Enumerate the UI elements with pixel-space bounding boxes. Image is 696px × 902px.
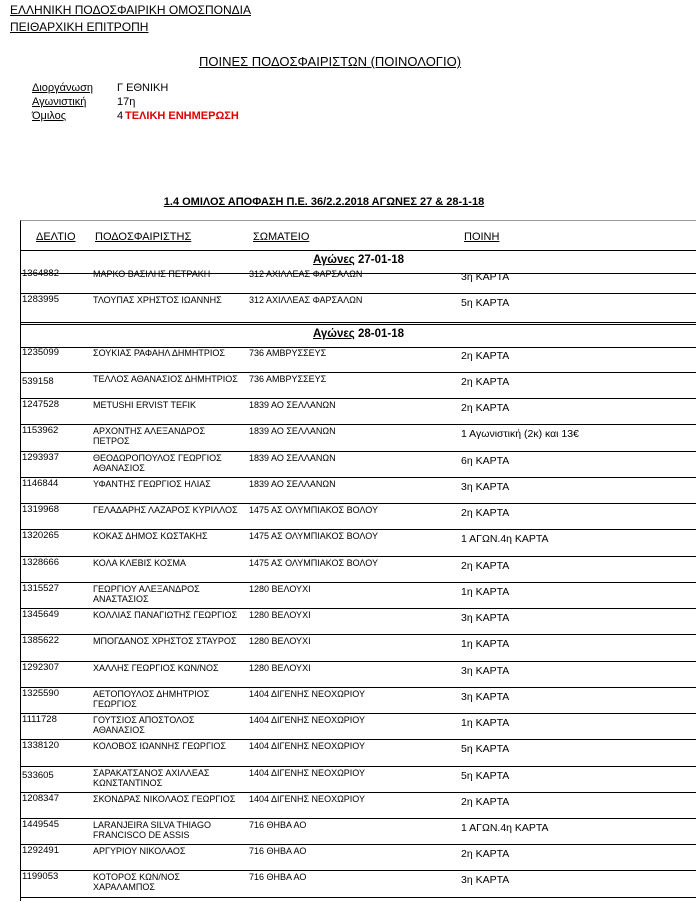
match-day-header <box>21 324 696 348</box>
club-cell: 716 ΘΗΒΑ ΑΟ <box>249 846 307 856</box>
penalty-cell: 1η ΚΑΡΤΑ <box>461 586 510 598</box>
player-cell: ΚΟΛΛΙΑΣ ΠΑΝΑΓΙΩΤΗΣ ΓΕΩΡΓΙΟΣ <box>93 610 238 620</box>
penalty-cell: 2η ΚΑΡΤΑ <box>461 507 510 519</box>
page-title: ΠΟΙΝΕΣ ΠΟΔΟΣΦΑΙΡΙΣΤΩΝ (ΠΟΙΝΟΛΟΓΙΟ) <box>198 54 462 69</box>
table-row <box>21 398 696 425</box>
table-row <box>21 424 696 452</box>
club-cell: 1839 ΑΟ ΣΕΛΛΑΝΩΝ <box>249 400 336 410</box>
penalty-cell: 5η ΚΑΡΤΑ <box>461 297 510 309</box>
club-cell: 1404 ΔΙΓΕΝΗΣ ΝΕΟΧΩΡΙΟΥ <box>249 715 366 725</box>
table-row <box>21 582 696 609</box>
penalty-cell: 1 ΑΓΩΝ.4η ΚΑΡΤΑ <box>461 822 549 834</box>
committee-name: ΠΕΙΘΑΡΧΙΚΗ ΕΠΙΤΡΟΠΗ <box>10 20 149 34</box>
table-row <box>21 634 696 662</box>
card-id-cell: 1208347 <box>22 793 59 804</box>
player-cell: ΓΕΛΑΔΑΡΗΣ ΛΑΖΑΡΟΣ ΚΥΡΙΛΛΟΣ <box>93 505 238 515</box>
club-cell: 1404 ΔΙΓΕΝΗΣ ΝΕΟΧΩΡΙΟΥ <box>249 689 366 699</box>
table-row <box>21 346 696 373</box>
table-row <box>21 661 696 688</box>
card-id-cell: 1325590 <box>22 688 59 699</box>
card-id-cell: 1315527 <box>22 583 59 594</box>
table-row <box>21 818 696 845</box>
round-value: 17η <box>117 96 136 108</box>
table-row <box>21 451 696 478</box>
round-label: Αγωνιστική <box>32 96 87 108</box>
card-id-cell: 1283995 <box>22 294 59 305</box>
match-day-date: 27-01-18 <box>357 254 405 266</box>
col-header-player: ΠΟΔΟΣΦΑΙΡΙΣΤΗΣ <box>95 231 192 243</box>
card-id-cell: 1328666 <box>22 557 59 568</box>
table-row <box>21 556 696 583</box>
table-row <box>21 267 696 294</box>
table-row <box>21 870 696 898</box>
penalty-cell: 3η ΚΑΡΤΑ <box>461 691 510 703</box>
player-cell: ΣΚΟΝΔΡΑΣ ΝΙΚΟΛΑΟΣ ΓΕΩΡΓΙΟΣ <box>93 794 236 804</box>
player-cell: ΓΟΥΤΣΙΟΣ ΑΠΟΣΤΟΛΟΣ ΑΘΑΝΑΣΙΟΣ <box>93 715 195 735</box>
card-id-cell: 1338120 <box>22 740 59 751</box>
club-cell: 716 ΘΗΒΑ ΑΟ <box>249 820 307 830</box>
player-cell: ΧΑΛΛΗΣ ΓΕΩΡΓΙΟΣ ΚΩΝ/ΝΟΣ <box>93 663 219 673</box>
player-cell: ΚΟΤΟΡΟΣ ΚΩΝ/ΝΟΣ ΧΑΡΑΛΑΜΠΟΣ <box>93 872 180 892</box>
player-cell: ΤΕΛΛΟΣ ΑΘΑΝΑΣΙΟΣ ΔΗΜΗΤΡΙΟΣ <box>93 374 238 384</box>
club-cell: 1404 ΔΙΓΕΝΗΣ ΝΕΟΧΩΡΙΟΥ <box>249 768 366 778</box>
penalty-cell: 3η ΚΑΡΤΑ <box>461 481 510 493</box>
col-header-penalty: ΠΟΙΝΗ <box>464 231 500 243</box>
org-name: ΕΛΛΗΝΙΚΗ ΠΟΔΟΣΦΑΙΡΙΚΗ ΟΜΟΣΠΟΝΔΙΑ <box>10 3 251 17</box>
player-cell: ΜΠΟΓΔΑΝΟΣ ΧΡΗΣΤΟΣ ΣΤΑΥΡΟΣ <box>93 636 237 646</box>
penalty-cell: 2η ΚΑΡΤΑ <box>461 560 510 572</box>
club-cell: 1280 ΒΕΛΟΥΧΙ <box>249 584 311 594</box>
club-cell: 1839 ΑΟ ΣΕΛΛΑΝΩΝ <box>249 426 336 436</box>
penalty-cell: 1 ΑΓΩΝ.4η ΚΑΡΤΑ <box>461 533 549 545</box>
table-row <box>21 713 696 740</box>
card-id-cell: 1293937 <box>22 452 59 463</box>
card-id-cell: 1292307 <box>22 662 59 673</box>
section-title: 1.4 ΟΜΙΛΟΣ ΑΠΟΦΑΣΗ Π.Ε. 36/2.2.2018 ΑΓΩΝΕΣ 27 & 28-1-18 <box>163 196 485 208</box>
competition-value: Γ ΕΘΝΙΚΗ <box>117 82 169 94</box>
player-cell: ΤΛΟΥΠΑΣ ΧΡΗΣΤΟΣ ΙΩΑΝΝΗΣ <box>93 295 222 305</box>
penalty-cell: 1η ΚΑΡΤΑ <box>461 717 510 729</box>
table-row <box>21 739 696 767</box>
player-cell: ΚΟΛΟΒΟΣ ΙΩΑΝΝΗΣ ΓΕΩΡΓΙΟΣ <box>93 741 226 751</box>
table-row <box>21 503 696 530</box>
match-day-date: 28-01-18 <box>357 328 405 340</box>
player-cell: ΣΑΡΑΚΑΤΣΑΝΟΣ ΑΧΙΛΛΕΑΣ ΚΩΝΣΤΑΝΤΙΝΟΣ <box>93 768 210 788</box>
card-id-cell: 1449545 <box>22 819 59 830</box>
penalty-cell: 3η ΚΑΡΤΑ <box>461 665 510 677</box>
penalty-cell: 1 Αγωνιστική (2κ) και 13€ <box>461 428 579 440</box>
penalty-cell: 6η ΚΑΡΤΑ <box>461 455 510 467</box>
card-id-cell: 1385622 <box>22 635 59 646</box>
table-row <box>21 372 696 399</box>
card-id-cell: 1364882 <box>22 268 59 279</box>
penalty-cell: 2η ΚΑΡΤΑ <box>461 796 510 808</box>
penalty-cell: 3η ΚΑΡΤΑ <box>461 612 510 624</box>
table-row <box>21 529 696 557</box>
player-cell: ΘΕΟΔΩΡΟΠΟΥΛΟΣ ΓΕΩΡΓΙΟΣ ΑΘΑΝΑΣΙΟΣ <box>93 453 222 473</box>
card-id-cell: 1199053 <box>22 871 59 882</box>
card-id-cell: 1111728 <box>22 714 57 725</box>
club-cell: 1839 ΑΟ ΣΕΛΛΑΝΩΝ <box>249 479 336 489</box>
club-cell: 1280 ΒΕΛΟΥΧΙ <box>249 636 311 646</box>
penalty-cell: 5η ΚΑΡΤΑ <box>461 770 510 782</box>
penalties-table <box>20 220 696 901</box>
match-day-word: Αγώνες <box>312 328 355 340</box>
table-row <box>21 792 696 819</box>
club-cell: 1404 ΔΙΓΕΝΗΣ ΝΕΟΧΩΡΙΟΥ <box>249 741 366 751</box>
club-cell: 1475 ΑΣ ΟΛΥΜΠΙΑΚΟΣ ΒΟΛΟΥ <box>249 531 378 541</box>
col-header-club: ΣΩΜΑΤΕΙΟ <box>253 231 310 243</box>
player-cell: ΚΟΛΑ ΚΛΕΒΙΣ ΚΟΣΜΑ <box>93 558 186 568</box>
club-cell: 716 ΘΗΒΑ ΑΟ <box>249 872 307 882</box>
player-cell: ΑΕΤΟΠΟΥΛΟΣ ΔΗΜΗΤΡΙΟΣ ΓΕΩΡΓΙΟΣ <box>93 689 210 709</box>
card-id-cell: 533605 <box>22 770 54 781</box>
group-label: Όμιλος <box>32 110 67 122</box>
club-cell: 736 ΑΜΒΡΥΣΣΕΥΣ <box>249 348 327 358</box>
club-cell: 1404 ΔΙΓΕΝΗΣ ΝΕΟΧΩΡΙΟΥ <box>249 794 366 804</box>
player-cell: ΓΕΩΡΓΙΟΥ ΑΛΕΞΑΝΔΡΟΣ ΑΝΑΣΤΑΣΙΟΣ <box>93 584 200 604</box>
match-day-label <box>21 254 696 266</box>
club-cell: 312 ΑΧΙΛΛΕΑΣ ΦΑΡΣΑΛΩΝ <box>249 295 363 305</box>
player-cell: ΑΡΓΥΡΙΟΥ ΝΙΚΟΛΑΟΣ <box>93 846 186 856</box>
club-cell: 1280 ΒΕΛΟΥΧΙ <box>249 610 311 620</box>
club-cell: 1475 ΑΣ ΟΛΥΜΠΙΑΚΟΣ ΒΟΛΟΥ <box>249 505 378 515</box>
player-cell: ΚΟΚΑΣ ΔΗΜΟΣ ΚΩΣΤΑΚΗΣ <box>93 531 208 541</box>
player-cell: ΣΟΥΚΙΑΣ ΡΑΦΑΗΛ ΔΗΜΗΤΡΙΟΣ <box>93 348 225 358</box>
card-id-cell: 539158 <box>22 376 54 387</box>
club-cell: 1475 ΑΣ ΟΛΥΜΠΙΑΚΟΣ ΒΟΛΟΥ <box>249 558 378 568</box>
penalty-cell: 3η ΚΑΡΤΑ <box>461 874 510 886</box>
club-cell: 1280 ΒΕΛΟΥΧΙ <box>249 663 311 673</box>
player-cell: ΑΡΧΟΝΤΗΣ ΑΛΕΞΑΝΔΡΟΣ ΠΕΤΡΟΣ <box>93 426 206 446</box>
penalty-cell: 1η ΚΑΡΤΑ <box>461 638 510 650</box>
competition-label: Διοργάνωση <box>32 82 94 94</box>
table-row <box>21 608 696 635</box>
table-row <box>21 293 696 323</box>
card-id-cell: 1320265 <box>22 530 59 541</box>
card-id-cell: 1235099 <box>22 347 59 358</box>
card-id-cell: 1345649 <box>22 609 59 620</box>
final-update-label: ΤΕΛΙΚΗ ΕΝΗΜΕΡΩΣΗ <box>125 110 239 122</box>
player-cell: METUSHI ERVIST TEFIK <box>93 400 197 410</box>
match-day-word: Αγώνες <box>312 254 355 266</box>
penalty-cell: 2η ΚΑΡΤΑ <box>461 350 510 362</box>
penalty-cell: 5η ΚΑΡΤΑ <box>461 743 510 755</box>
club-cell: 1839 ΑΟ ΣΕΛΛΑΝΩΝ <box>249 453 336 463</box>
table-row <box>21 687 696 714</box>
match-day-label <box>21 328 696 340</box>
card-id-cell: 1319968 <box>22 504 59 515</box>
club-cell: 312 ΑΧΙΛΛΕΑΣ ΦΑΡΣΑΛΩΝ <box>249 269 363 279</box>
col-header-card-id: ΔΕΛΤΙΟ <box>36 231 76 243</box>
table-row <box>21 477 696 504</box>
table-row <box>21 844 696 871</box>
card-id-cell: 1146844 <box>22 478 59 489</box>
group-value: 4 <box>117 110 124 122</box>
penalty-cell: 2η ΚΑΡΤΑ <box>461 402 510 414</box>
penalty-cell: 2η ΚΑΡΤΑ <box>461 848 510 860</box>
card-id-cell: 1247528 <box>22 399 59 410</box>
card-id-cell: 1292491 <box>22 845 59 856</box>
penalty-cell: 2η ΚΑΡΤΑ <box>461 376 510 388</box>
player-cell: LARANJEIRA SILVA THIAGO FRANCISCO DE ASSIS <box>93 820 212 840</box>
club-cell: 736 ΑΜΒΡΥΣΣΕΥΣ <box>249 374 327 384</box>
player-cell: ΥΦΑΝΤΗΣ ΓΕΩΡΓΙΟΣ ΗΛΙΑΣ <box>93 479 211 489</box>
table-row <box>21 766 696 793</box>
card-id-cell: 1153962 <box>22 425 59 436</box>
penalty-cell: 3η ΚΑΡΤΑ <box>461 271 510 283</box>
player-cell: ΜΑΡΚΟ ΒΑΣΙΛΗΣ ΠΕΤΡΑΚΗ <box>93 269 211 279</box>
